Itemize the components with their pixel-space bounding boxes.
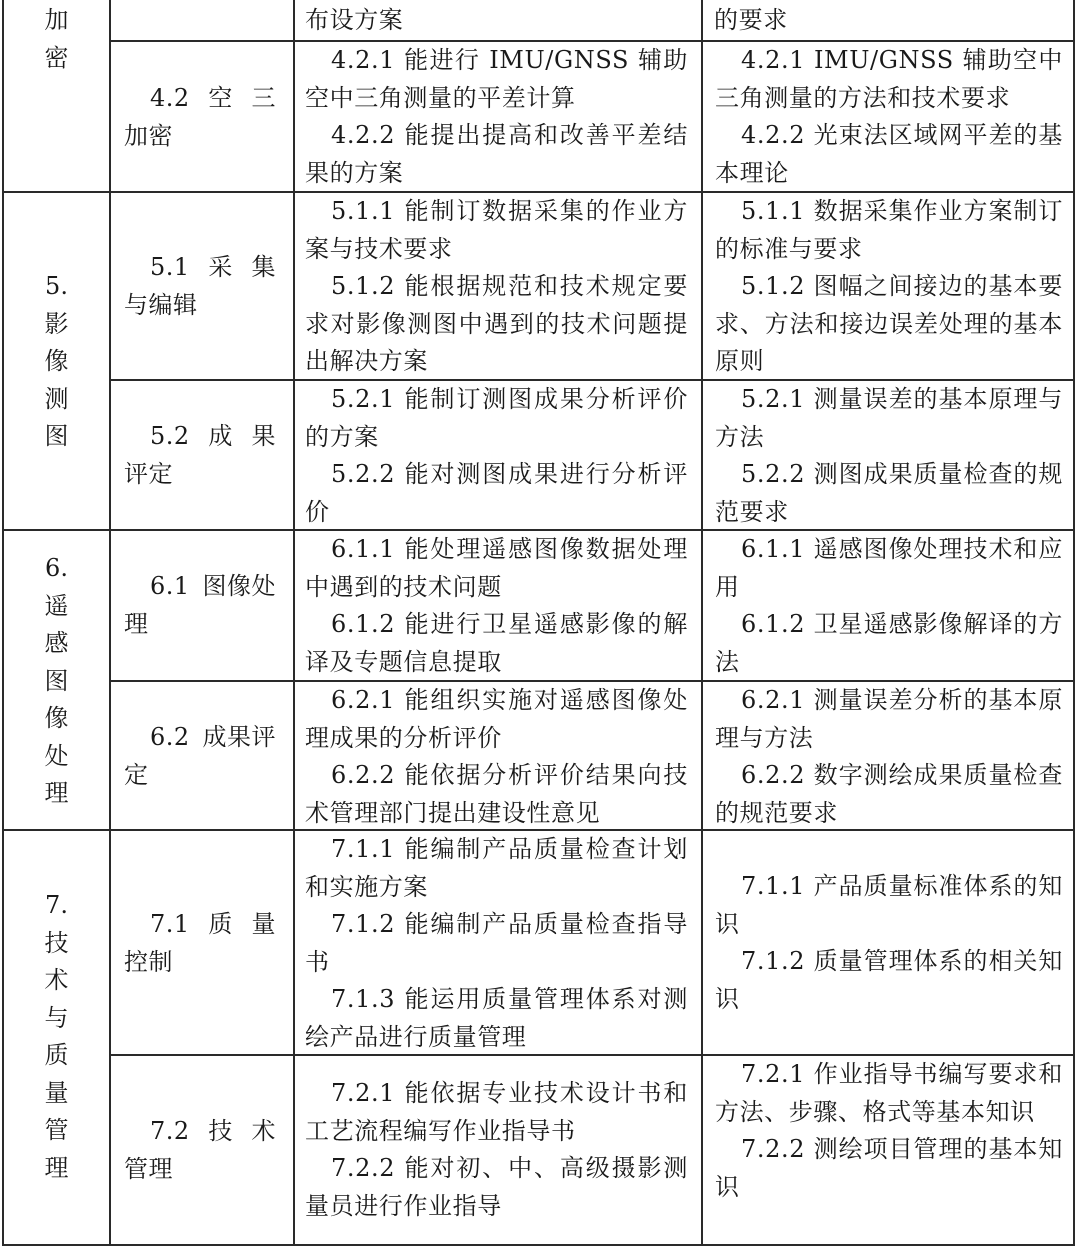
skill-item: 7.1.3 能运用质量管理体系对测绘产品进行质量管理	[305, 985, 688, 1051]
skill-item: 5.2.2 能对测图成果进行分析评价	[305, 460, 688, 526]
subtopic-word: 图像处	[202, 572, 276, 600]
header-column-4-text: 的要求	[714, 6, 788, 34]
skill-item: 4.2.2 能提出提高和改善平差结果的方案	[305, 121, 688, 187]
subtopic-number: 7.1	[150, 910, 190, 938]
subtopic-word: 技	[208, 1117, 233, 1145]
section-6-char: 感	[44, 629, 69, 657]
subtopic-7-1	[124, 906, 276, 981]
subtopic-word: 采	[208, 253, 233, 281]
subtopic-number: 4.2	[150, 84, 190, 112]
subtopic-word: 成果评	[202, 723, 276, 751]
skills-5-1	[305, 193, 688, 381]
section-6-char: 6.	[45, 554, 68, 582]
subtopic-4-2	[124, 80, 276, 155]
knowledge-item: 6.2.1 测量误差分析的基本原理与方法	[715, 686, 1063, 752]
section-6-label	[4, 550, 109, 813]
knowledge-item: 7.1.2 质量管理体系的相关知识	[715, 947, 1063, 1013]
subtopic-5-2	[124, 418, 276, 493]
subtopic-word: 集	[251, 253, 276, 281]
subtopic-word: 术	[251, 1117, 276, 1145]
knowledge-item: 4.2.1 IMU/GNSS 辅助空中三角测量的方法和技术要求	[715, 46, 1063, 112]
subtopic-rest: 加密	[124, 121, 173, 150]
subtopic-rest: 理	[124, 609, 149, 638]
skills-7-1	[305, 831, 688, 1056]
skills-5-2	[305, 381, 688, 531]
skill-item: 6.2.2 能依据分析评价结果向技术管理部门提出建设性意见	[305, 761, 688, 827]
skill-item: 6.1.1 能处理遥感图像数据处理中遇到的技术问题	[305, 535, 688, 601]
section-7-char: 理	[44, 1153, 69, 1182]
skill-item: 7.1.2 能编制产品质量检查指导书	[305, 910, 688, 976]
knowledge-6-2	[715, 682, 1063, 832]
knowledge-item: 4.2.2 光束法区域网平差的基本理论	[715, 121, 1063, 187]
section-5-char: 测	[44, 384, 69, 413]
section-5-char: 像	[44, 347, 69, 375]
column-divider-2	[293, 0, 295, 1246]
knowledge-item: 5.1.2 图幅之间接边的基本要求、方法和接边误差处理的基本原则	[715, 272, 1063, 375]
skill-item: 7.2.2 能对初、中、高级摄影测量员进行作业指导	[305, 1154, 688, 1220]
skill-item: 6.1.2 能进行卫星遥感影像的解译及专题信息提取	[305, 610, 688, 676]
skills-6-1	[305, 531, 688, 681]
table-border-bottom	[2, 1244, 1074, 1246]
header-column-3-text: 布设方案	[305, 6, 404, 34]
section-5-label	[4, 268, 109, 456]
subtopic-word: 质	[208, 910, 233, 938]
column-divider-3	[701, 0, 703, 1246]
header-column-3	[305, 2, 695, 39]
subtopic-number: 6.2	[150, 723, 190, 751]
skill-item: 5.1.2 能根据规范和技术规定要求对影像测图中遇到的技术问题提出解决方案	[305, 272, 688, 375]
subtopic-word: 果	[251, 422, 276, 450]
section-5-char: 图	[44, 422, 69, 450]
knowledge-item: 5.1.1 数据采集作业方案制订的标准与要求	[715, 197, 1063, 263]
knowledge-item: 6.1.1 遥感图像处理技术和应用	[715, 535, 1063, 601]
skills-7-2	[305, 1075, 688, 1225]
subtopic-6-1	[124, 568, 276, 643]
subtopic-word: 量	[251, 910, 276, 938]
subtopic-5-1	[124, 249, 276, 324]
section-7-char: 量	[44, 1078, 69, 1107]
section-7-char: 技	[44, 928, 69, 957]
section-7-char: 术	[44, 966, 69, 994]
skills-4-2	[305, 42, 688, 192]
knowledge-7-1	[715, 868, 1063, 1018]
subtopic-number: 5.1	[150, 253, 190, 281]
knowledge-4-2	[715, 42, 1063, 192]
section-4-char: 加	[44, 6, 69, 34]
subtopic-7-2	[124, 1113, 276, 1188]
knowledge-item: 5.2.1 测量误差的基本原理与方法	[715, 385, 1063, 451]
section-4-label	[4, 2, 109, 77]
section-6-char: 遥	[44, 591, 69, 620]
subtopic-rest: 评定	[124, 459, 173, 488]
knowledge-item: 7.2.2 测绘项目管理的基本知识	[715, 1135, 1063, 1201]
knowledge-item: 7.2.1 作业指导书编写要求和方法、步骤、格式等基本知识	[715, 1060, 1063, 1126]
subtopic-rest: 定	[124, 760, 149, 789]
section-5-char: 影	[44, 309, 69, 338]
subtopic-word: 成	[208, 422, 233, 450]
subtopic-rest: 与编辑	[124, 290, 198, 319]
skill-item: 7.1.1 能编制产品质量检查计划和实施方案	[305, 835, 688, 901]
skill-item: 4.2.1 能进行 IMU/GNSS 辅助空中三角测量的平差计算	[305, 46, 688, 112]
section-7-char: 质	[44, 1041, 69, 1069]
subtopic-rest: 控制	[124, 947, 173, 976]
section-5-char: 5.	[45, 272, 68, 300]
section-7-label	[4, 887, 109, 1187]
skill-item: 6.2.1 能组织实施对遥感图像处理成果的分析评价	[305, 686, 688, 752]
skill-item: 7.2.1 能依据专业技术设计书和工艺流程编写作业指导书	[305, 1079, 688, 1145]
knowledge-5-1	[715, 193, 1063, 381]
section-6-char: 处	[44, 741, 69, 770]
skills-6-2	[305, 682, 688, 832]
knowledge-item: 6.1.2 卫星遥感影像解译的方法	[715, 610, 1063, 676]
subtopic-number: 5.2	[150, 422, 190, 450]
table-border-right	[1073, 0, 1075, 1246]
skill-item: 5.1.1 能制订数据采集的作业方案与技术要求	[305, 197, 688, 263]
knowledge-7-2	[715, 1056, 1063, 1206]
section-4-char: 密	[44, 43, 69, 72]
knowledge-item: 7.1.1 产品质量标准体系的知识	[715, 872, 1063, 938]
column-divider-1	[109, 0, 111, 1246]
section-7-char: 与	[44, 1003, 69, 1032]
section-6-char: 像	[44, 704, 69, 732]
header-column-4	[714, 2, 1064, 39]
subtopic-6-2	[124, 719, 276, 794]
subtopic-number: 6.1	[150, 572, 190, 600]
subtopic-rest: 管理	[124, 1154, 173, 1183]
subtopic-number: 7.2	[150, 1117, 190, 1145]
knowledge-item: 6.2.2 数字测绘成果质量检查的规范要求	[715, 761, 1063, 827]
subtopic-word: 三	[251, 84, 276, 112]
section-7-char: 7.	[45, 891, 68, 919]
section-6-char: 理	[44, 779, 69, 807]
subtopic-word: 空	[208, 84, 233, 112]
skill-item: 5.2.1 能制订测图成果分析评价的方案	[305, 385, 688, 451]
knowledge-6-1	[715, 531, 1063, 681]
section-6-char: 图	[44, 666, 69, 695]
section-7-char: 管	[44, 1116, 69, 1144]
knowledge-item: 5.2.2 测图成果质量检查的规范要求	[715, 460, 1063, 526]
knowledge-5-2	[715, 381, 1063, 531]
